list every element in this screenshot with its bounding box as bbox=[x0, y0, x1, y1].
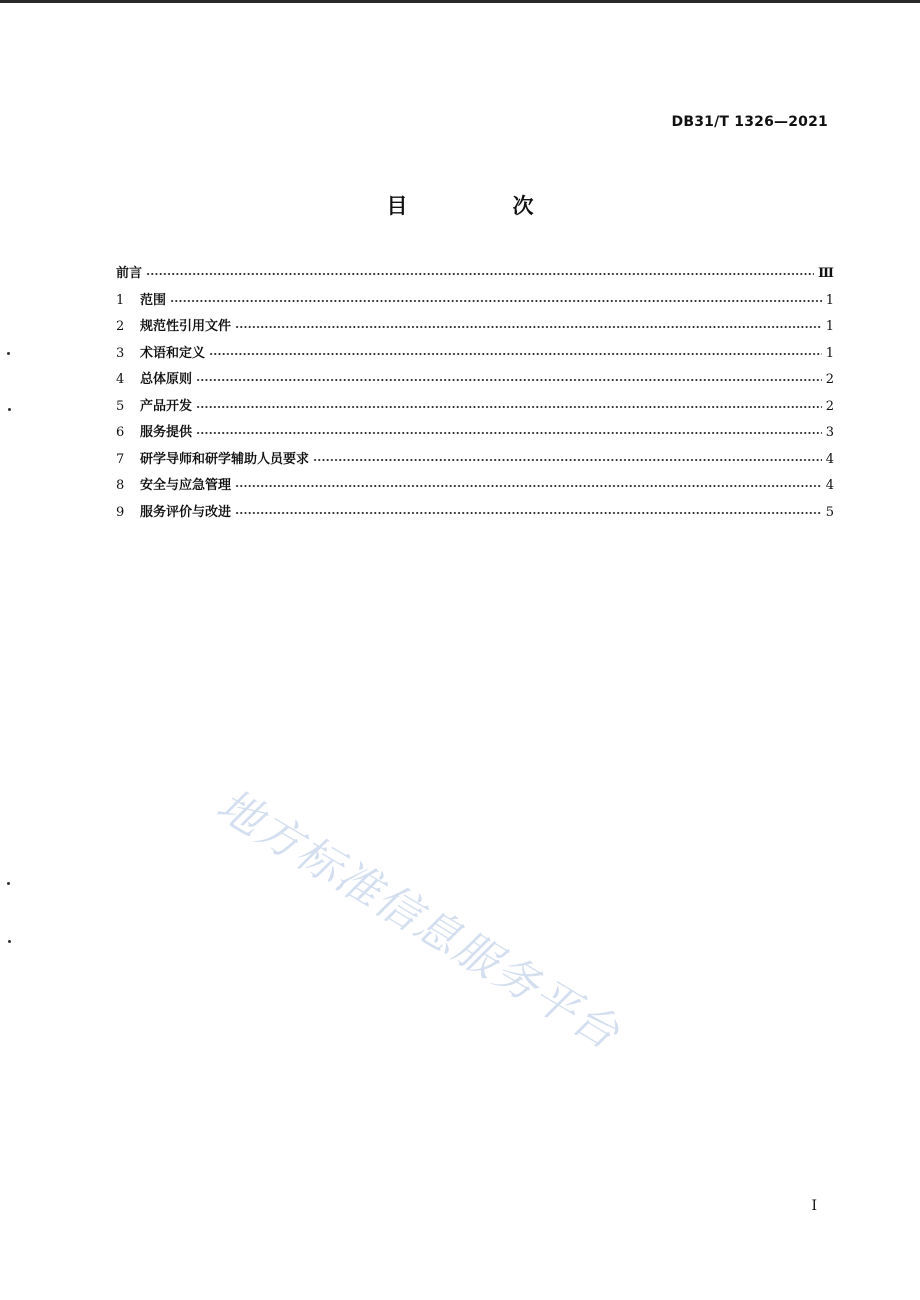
toc-entry-page: 5 bbox=[825, 504, 834, 520]
toc-entry-label: 前言 bbox=[116, 266, 143, 281]
toc-entry-5[interactable] bbox=[116, 395, 834, 422]
toc-leader-dots bbox=[235, 474, 822, 488]
toc-entry-page: 2 bbox=[825, 372, 834, 387]
toc-entry-9[interactable] bbox=[116, 501, 834, 528]
toc-entry-1[interactable] bbox=[116, 289, 834, 316]
toc-entry-3[interactable] bbox=[116, 342, 834, 369]
toc-title: 目 次 bbox=[386, 194, 576, 218]
toc-entry-number: 1 bbox=[116, 292, 125, 308]
toc-entry-page: 1 bbox=[825, 292, 834, 308]
toc-leader-dots bbox=[235, 501, 822, 515]
toc-entry-label: 总体原则 bbox=[140, 372, 193, 387]
toc-entry-page: 1 bbox=[825, 319, 834, 334]
toc-entry-number: 8 bbox=[116, 478, 125, 493]
scan-speck bbox=[7, 352, 10, 355]
toc-entry-label: 产品开发 bbox=[140, 398, 193, 414]
toc-entry-label: 服务提供 bbox=[140, 425, 193, 440]
toc-entry-page: Ⅲ bbox=[818, 266, 834, 281]
toc-leader-dots bbox=[313, 448, 822, 462]
toc-leader-dots bbox=[196, 368, 822, 382]
toc-entry-page: 4 bbox=[825, 451, 834, 467]
table-of-contents bbox=[116, 262, 834, 527]
toc-entry-page: 1 bbox=[825, 345, 834, 361]
toc-entry-7[interactable] bbox=[116, 448, 834, 475]
toc-entry-8[interactable] bbox=[116, 474, 834, 501]
toc-entry-2[interactable] bbox=[116, 315, 834, 342]
watermark: 地方标准信息服务平台 bbox=[208, 779, 629, 1061]
toc-entry-label: 安全与应急管理 bbox=[140, 478, 232, 493]
toc-leader-dots bbox=[209, 342, 822, 356]
toc-entry-label: 范围 bbox=[140, 292, 167, 308]
toc-leader-dots bbox=[170, 289, 822, 303]
toc-entry-label: 研学导师和研学辅助人员要求 bbox=[140, 451, 310, 467]
toc-entry-number: 3 bbox=[116, 345, 125, 361]
toc-entry-number: 9 bbox=[116, 504, 125, 520]
toc-leader-dots bbox=[146, 262, 814, 276]
toc-leader-dots bbox=[196, 421, 822, 435]
top-border-rule bbox=[0, 0, 920, 3]
page-number: I bbox=[811, 1198, 817, 1214]
toc-entry-4[interactable] bbox=[116, 368, 834, 395]
toc-entry-number: 7 bbox=[116, 451, 125, 467]
scan-speck bbox=[7, 882, 10, 885]
toc-entry-number: 2 bbox=[116, 319, 125, 334]
toc-entry-page: 3 bbox=[825, 425, 834, 440]
scan-speck bbox=[8, 408, 11, 411]
scan-speck bbox=[8, 940, 11, 943]
toc-leader-dots bbox=[196, 395, 822, 409]
toc-entry-number: 6 bbox=[116, 425, 125, 440]
toc-entry-foreword[interactable] bbox=[116, 262, 834, 289]
toc-entry-number: 5 bbox=[116, 398, 125, 414]
toc-leader-dots bbox=[235, 315, 822, 329]
toc-entry-label: 术语和定义 bbox=[140, 345, 206, 361]
toc-entry-label: 服务评价与改进 bbox=[140, 504, 232, 520]
standard-code: DB31/T 1326—2021 bbox=[671, 114, 828, 130]
toc-entry-page: 4 bbox=[825, 478, 834, 493]
toc-entry-number: 4 bbox=[116, 372, 125, 387]
toc-entry-page: 2 bbox=[825, 398, 834, 414]
toc-entry-6[interactable] bbox=[116, 421, 834, 448]
toc-entry-label: 规范性引用文件 bbox=[140, 319, 232, 334]
